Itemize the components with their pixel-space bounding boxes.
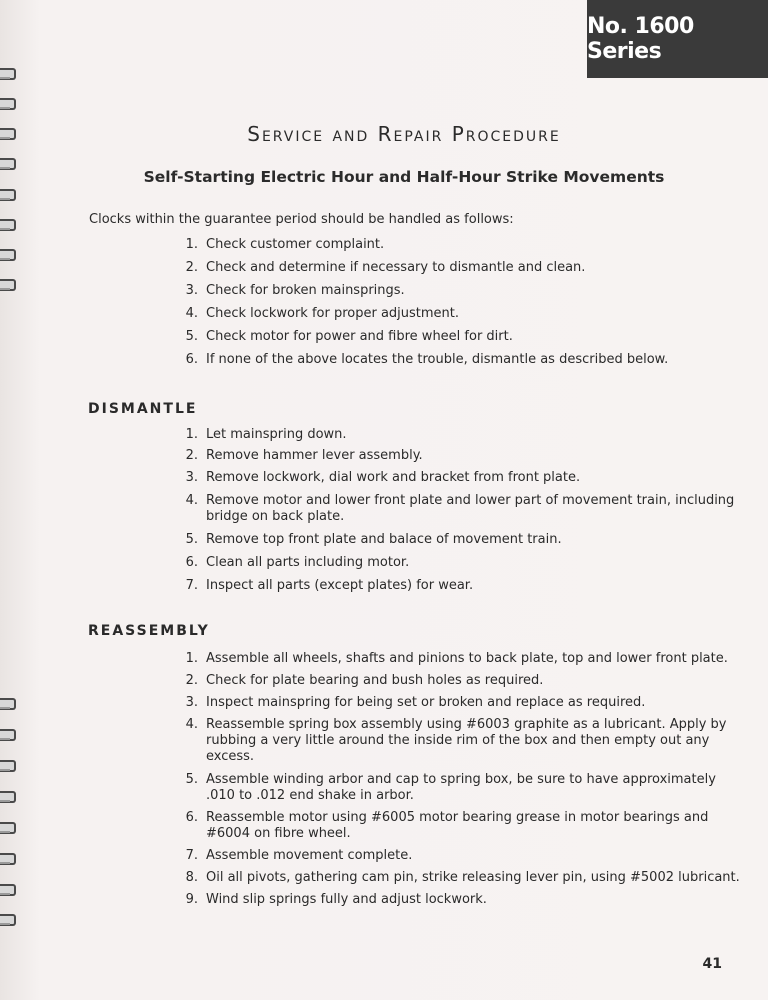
list-item: 3. Remove lockwork, dial work and bracket from front plate. bbox=[185, 470, 581, 485]
binding-ring bbox=[0, 247, 16, 261]
binding-ring bbox=[0, 727, 16, 741]
guarantee-steps-list bbox=[180, 237, 740, 375]
intro-text: Clocks within the guarantee period should be handled as follows: bbox=[89, 212, 514, 227]
list-item: 5. Assemble winding arbor and cap to spring box, be sure to have approximately .010 to .012 end shake in arbor. bbox=[185, 772, 716, 803]
series-tab bbox=[587, 0, 768, 78]
binding-ring bbox=[0, 187, 16, 201]
binding-ring bbox=[0, 66, 16, 80]
list-item: 3. Check for broken mainsprings. bbox=[185, 283, 405, 298]
page-subtitle: Self-Starting Electric Hour and Half-Hour Strike Movements bbox=[143, 168, 665, 186]
binding-ring bbox=[0, 912, 16, 926]
binding-ring bbox=[0, 217, 16, 231]
binding-ring bbox=[0, 277, 16, 291]
list-item: 6. If none of the above locates the trouble, dismantle as described below. bbox=[185, 352, 669, 367]
list-item: 2. Check and determine if necessary to dismantle and clean. bbox=[185, 260, 586, 275]
page-number: 41 bbox=[702, 956, 722, 972]
reassembly-steps-list bbox=[180, 651, 740, 914]
list-item: 8. Oil all pivots, gathering cam pin, strike releasing lever pin, using #5002 lubricant. bbox=[185, 870, 740, 885]
binding-ring bbox=[0, 758, 16, 772]
list-item: 7. Inspect all parts (except plates) for wear. bbox=[185, 578, 474, 593]
list-item: 5. Remove top front plate and balace of movement train. bbox=[185, 532, 562, 547]
binding-ring bbox=[0, 820, 16, 834]
list-item: 1. Let mainspring down. bbox=[185, 427, 347, 442]
list-item: 2. Check for plate bearing and bush holes as required. bbox=[185, 673, 544, 688]
binding-ring bbox=[0, 696, 16, 710]
list-item: 5. Check motor for power and fibre wheel for dirt. bbox=[185, 329, 513, 344]
list-item: 1. Check customer complaint. bbox=[185, 237, 385, 252]
list-item: 3. Inspect mainspring for being set or broken and replace as required. bbox=[185, 695, 646, 710]
list-item: 6. Clean all parts including motor. bbox=[185, 555, 410, 570]
list-item: 9. Wind slip springs fully and adjust lockwork. bbox=[185, 892, 487, 907]
series-label: No. 1600 Series bbox=[587, 14, 694, 64]
binding-ring bbox=[0, 96, 16, 110]
reassembly-heading: REASSEMBLY bbox=[88, 623, 210, 639]
list-item: 4. Check lockwork for proper adjustment. bbox=[185, 306, 460, 321]
dismantle-heading: DISMANTLE bbox=[88, 401, 198, 417]
list-item: 2. Remove hammer lever assembly. bbox=[185, 448, 423, 463]
binding-ring bbox=[0, 851, 16, 865]
list-item: 4. Remove motor and lower front plate and lower part of movement train, including bridge on back plate. bbox=[185, 493, 735, 524]
dismantle-steps-list bbox=[180, 427, 740, 601]
binding-ring bbox=[0, 789, 16, 803]
list-item: 6. Reassemble motor using #6005 motor bearing grease in motor bearings and #6004 on fibre wheel. bbox=[185, 810, 709, 841]
binding-ring bbox=[0, 882, 16, 896]
list-item: 1. Assemble all wheels, shafts and pinions to back plate, top and lower front plate. bbox=[185, 651, 728, 666]
page-title: Service and Repair Procedure bbox=[247, 122, 561, 146]
list-item: 4. Reassemble spring box assembly using #6003 graphite as a lubricant. Apply by rubbing a very little around the inside rim of the box and then empty out any excess. bbox=[185, 717, 727, 764]
list-item: 7. Assemble movement complete. bbox=[185, 848, 413, 863]
